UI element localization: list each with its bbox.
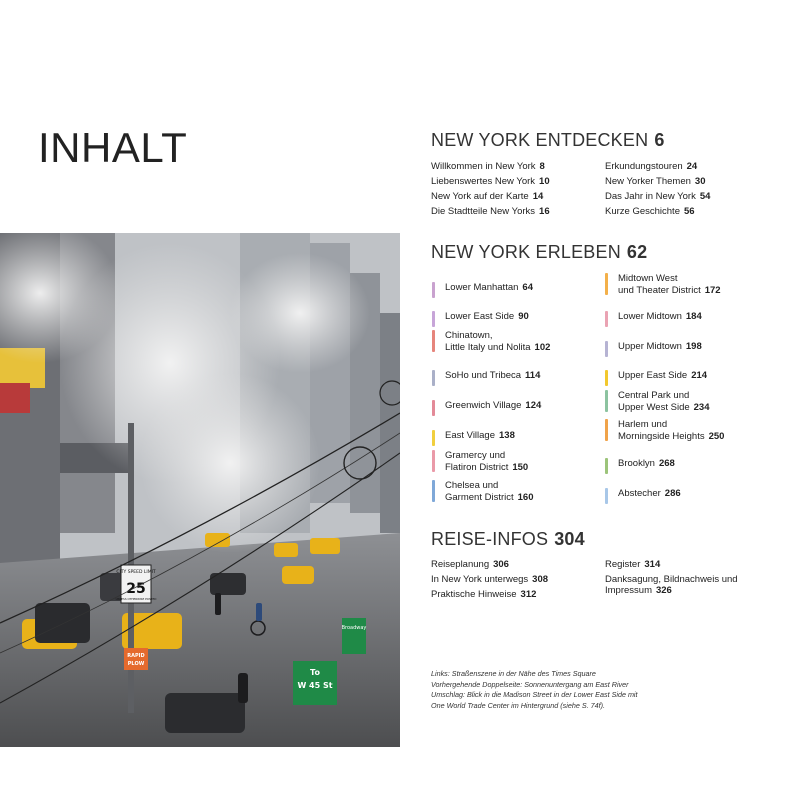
section-title-infos: [431, 529, 585, 550]
toc-entry-page: 184: [685, 311, 702, 322]
toc-entry-label: Praktische Hinweise: [431, 589, 517, 600]
region-color-bar: [432, 311, 435, 327]
section-title-erleben: [431, 242, 647, 263]
page-title: INHALT: [38, 124, 188, 171]
toc-entry-page: 56: [683, 206, 695, 217]
toc-entry-label: Chelsea und Garment District: [445, 480, 514, 503]
toc-region-entry[interactable]: [618, 273, 721, 297]
toc-region-entry[interactable]: [618, 419, 724, 443]
region-color-bar: [432, 480, 435, 502]
toc-entry-label: Liebenswertes New York: [431, 176, 536, 187]
caption-line: Vorhergehende Doppelseite: Sonnenuntergang am East River: [431, 679, 629, 689]
toc-entry-label: New York auf der Karte: [431, 191, 529, 202]
toc-entry-page: 250: [708, 431, 725, 442]
region-color-bar: [605, 458, 608, 474]
toc-entry[interactable]: [605, 205, 695, 219]
toc-entry-label: Reiseplanung: [431, 559, 490, 570]
toc-entry-label: New Yorker Themen: [605, 176, 691, 187]
region-color-bar: [432, 430, 435, 446]
speed-sign-value: 25: [126, 581, 146, 597]
toc-entry-label: Harlem und Morningside Heights: [618, 419, 705, 442]
toc-entry-page: 308: [532, 574, 549, 585]
toc-entry-page: 10: [539, 176, 550, 187]
toc-entry-page: 102: [534, 342, 551, 353]
toc-entry-page: 160: [517, 492, 534, 503]
toc-entry-page: 234: [693, 402, 710, 413]
toc-entry-page: 214: [691, 370, 708, 381]
toc-entry-page: 314: [644, 559, 661, 570]
region-color-bar: [605, 488, 608, 504]
toc-entry-page: 24: [686, 161, 698, 172]
toc-entry-label: Upper East Side: [618, 370, 688, 381]
toc-entry[interactable]: [431, 190, 543, 204]
toc-entry-label: Lower East Side: [445, 311, 515, 322]
photo-caption: [431, 669, 761, 711]
toc-region-entry[interactable]: [445, 450, 528, 474]
toc-entry-label: Lower Midtown: [618, 311, 682, 322]
region-color-bar: [605, 273, 608, 295]
caption-line: Umschlag: Blick in die Madison Street in der Lower East Side mit: [431, 690, 638, 699]
toc-entry[interactable]: [431, 573, 548, 587]
toc-entry-page: 286: [664, 488, 681, 499]
toc-entry-label: Central Park und Upper West Side: [618, 390, 690, 413]
toc-entry-label: Upper Midtown: [618, 341, 682, 352]
toc-entry-label: In New York unterwegs: [431, 574, 529, 585]
toc-region-entry[interactable]: [618, 311, 702, 323]
toc-region-entry[interactable]: [445, 282, 533, 294]
toc-entry-label: Die Stadtteile New Yorks: [431, 206, 536, 217]
toc-region-entry[interactable]: [445, 370, 540, 382]
toc-entry-page: 124: [525, 400, 542, 411]
toc-entry-page: 306: [493, 559, 509, 570]
region-color-bar: [605, 390, 608, 412]
toc-entry-page: 64: [522, 282, 533, 293]
toc-entry-page: 268: [658, 458, 675, 469]
toc-entry-label: East Village: [445, 430, 495, 441]
toc-region-entry[interactable]: [445, 430, 515, 442]
section-title-text: NEW YORK ENTDECKEN: [431, 130, 649, 150]
toc-entry-label: Abstecher: [618, 488, 661, 499]
toc-entry[interactable]: [605, 574, 738, 596]
toc-entry-label: Gramercy und Flatiron District: [445, 450, 509, 473]
toc-entry[interactable]: [605, 558, 660, 572]
toc-entry-label: SoHo und Tribeca: [445, 370, 522, 381]
toc-entry-page: 30: [694, 176, 706, 187]
toc-entry[interactable]: [431, 588, 536, 602]
section-title-entdecken: [431, 130, 665, 151]
toc-region-entry[interactable]: [618, 341, 702, 353]
toc-region-entry[interactable]: [445, 480, 533, 504]
broadway-sign: Broadway: [341, 625, 367, 631]
toc-entry-label: Das Jahr in New York: [605, 191, 696, 202]
toc-region-entry[interactable]: [445, 400, 541, 412]
region-color-bar: [605, 419, 608, 441]
section-page-number: 6: [654, 130, 665, 150]
toc-entry-page: 172: [704, 285, 721, 296]
toc-entry[interactable]: [605, 190, 710, 204]
section-title-text: REISE-INFOS: [431, 529, 549, 549]
section-title-text: NEW YORK ERLEBEN: [431, 242, 621, 262]
toc-entry-page: 312: [520, 589, 537, 600]
region-color-bar: [432, 330, 435, 352]
region-color-bar: [605, 311, 608, 327]
region-color-bar: [432, 282, 435, 298]
toc-region-entry[interactable]: [618, 488, 681, 500]
toc-entry-label: Register: [605, 559, 641, 570]
toc-entry[interactable]: [431, 558, 509, 572]
toc-entry[interactable]: [431, 205, 550, 219]
toc-region-entry[interactable]: [445, 330, 550, 354]
speed-sign-bottom: UNLESS OTHERWISE POSTED: [115, 597, 157, 601]
toc-region-entry[interactable]: [445, 311, 529, 323]
toc-entry-page: 150: [512, 462, 529, 473]
region-color-bar: [432, 370, 435, 386]
toc-entry-page: 198: [685, 341, 702, 352]
section-page-number: 62: [626, 242, 648, 262]
toc-entry-page: 16: [539, 206, 550, 217]
toc-entry-label: Midtown West und Theater District: [618, 273, 701, 296]
toc-entry-label: Lower Manhattan: [445, 282, 519, 293]
toc-region-entry[interactable]: [618, 458, 675, 470]
toc-entry-label: Kurze Geschichte: [605, 206, 680, 217]
speed-sign-top: CITY SPEED LIMIT: [116, 570, 156, 575]
street-sign-to: To: [310, 668, 320, 677]
tow-sign-line2: PLOW: [127, 661, 145, 667]
toc-entry-page: 90: [518, 311, 529, 322]
toc-entry[interactable]: [431, 175, 550, 189]
region-color-bar: [605, 341, 608, 357]
toc-entry-label: Greenwich Village: [445, 400, 522, 411]
region-color-bar: [432, 400, 435, 416]
toc-entry[interactable]: [431, 160, 545, 174]
section-page-number: 304: [554, 529, 585, 549]
street-sign-name: W 45 St: [297, 681, 333, 690]
toc-entry-page: 54: [699, 191, 711, 202]
tow-sign-line1: RAPID: [127, 653, 145, 659]
region-color-bar: [432, 450, 435, 472]
toc-entry[interactable]: [605, 160, 697, 174]
region-color-bar: [605, 370, 608, 386]
caption-line: Links: Straßenszene in der Nähe des Times Square: [431, 669, 596, 678]
toc-entry-page: 14: [532, 191, 544, 202]
caption-line: One World Trade Center im Hintergrund (siehe S. 74f).: [431, 700, 606, 710]
street-scene-photo: [0, 233, 400, 747]
toc-region-entry[interactable]: [618, 390, 710, 414]
toc-entry-page: 326: [655, 585, 672, 596]
toc-region-entry[interactable]: [618, 370, 707, 382]
toc-entry-page: 114: [525, 370, 541, 381]
toc-entry-label: Willkommen in New York: [431, 161, 536, 172]
toc-entry-page: 138: [499, 430, 515, 441]
toc-entry-label: Chinatown, Little Italy und Nolita: [445, 330, 531, 353]
toc-entry-label: Danksagung, Bildnachweis und Impressum: [605, 574, 738, 596]
toc-entry[interactable]: [605, 175, 705, 189]
toc-entry-label: Brooklyn: [618, 458, 655, 469]
toc-entry-page: 8: [539, 161, 545, 172]
toc-entry-label: Erkundungstouren: [605, 161, 683, 172]
